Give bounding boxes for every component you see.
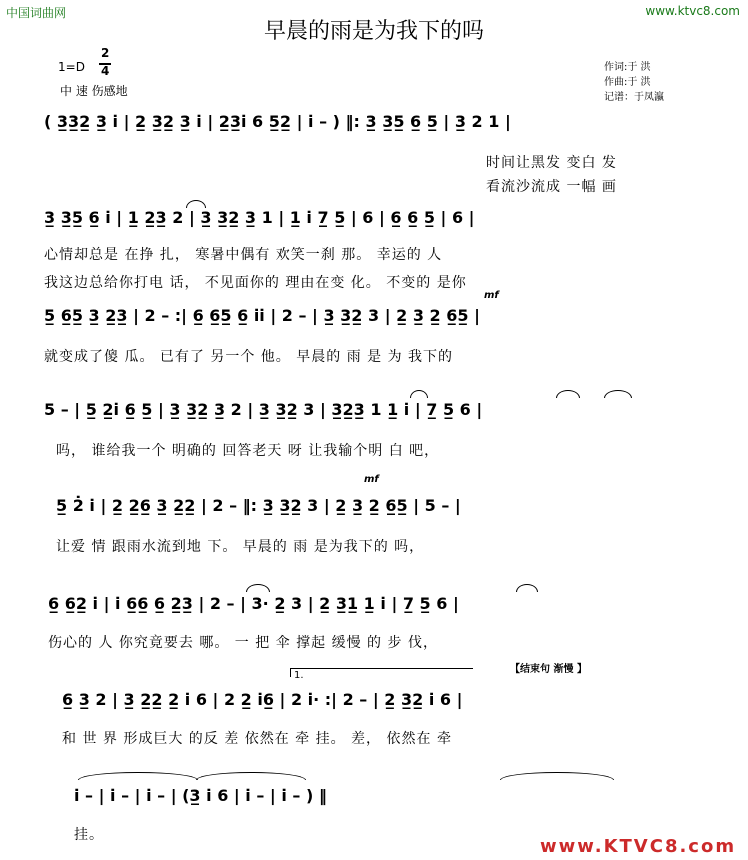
- score-row-5-notes: 5̲ 2̇ i̇ | 2̲ 2̲6̲ 3̲ 2̲2̲ | 2 – ‖: 3̲ 3̲2̲ 3 | 2̲ 3̲ 2̲ 6̲5̲ | 5 – |: [56, 496, 461, 515]
- row-4-tie-3: [604, 390, 632, 398]
- row-2-lyrics-verse-1: 心情却总是 在挣 扎， 寒暑中偶有 欢笑一刹 那。 幸运的 人: [44, 247, 443, 263]
- row-4-lyrics: 吗， 谁给我一个 明确的 回答老天 呀 让我输个明 白 吧，: [56, 443, 440, 459]
- time-sig-top: 2: [101, 46, 110, 60]
- score-row-2-notes: 3̲ 3̲5̲ 6̲ i̇ | 1̲ 2̲3̲ 2 | 3̲ 3̲2̲ 3̲ 1 | 1̲ i̇ 7̲ 5̲ | 6 | 6̲ 6̲ 5̲ | 6 |: [44, 208, 475, 227]
- score-row-3-notes: 5̲ 6̲5̲ 3̲ 2̲3̲ | 2 – :| 6̲ 6̲5̲ 6̲ i̇i̇ | 2 – | 3̲ 3̲2̲ 3 | 2̲ 3̲ 2̲ 6̲5̲ |: [44, 306, 480, 325]
- score-row-1-notes: ( 3̲3̲2̲ 3̲ i̇ | 2̲ 3̲2̲ 3̲ i̇ | 2̲3̲i̇ 6 5̲2̲ | i̇ – ) ‖: 3̲ 3̲5̲ 6̲ 5̲ | 3̲ 2 1 |: [44, 112, 511, 131]
- tempo-marking: 中 速 伤感地: [60, 84, 128, 98]
- score-row-6-notes: 6̲ 6̲2̲ i̇ | i̇ 6̲6̲ 6̲ 2̲3̲ | 2 – | 3· 2̲ 3 | 2̲ 3̲1̲ 1̲ i̇ | 7̲ 5̲ 6 |: [48, 594, 459, 613]
- row-4-tie-1: [410, 390, 428, 398]
- dynamic-mf-2: mf: [364, 474, 379, 485]
- row-8-tie-2: [196, 772, 306, 780]
- dynamic-mf-1: mf: [484, 290, 499, 301]
- score-row-4-notes: 5 – | 5̲ 2̲i̇ 6̲ 5̲ | 3̲ 3̲2̲ 3̲ 2 | 3̲ 3̲2̲ 3 | 3̲2̲3̲ 1 1̲ i̇ | 7̲ 5̲ 6 |: [44, 400, 483, 419]
- row-6-lyrics: 伤心的 人 你究竟要去 哪。 一 把 伞 撑起 缓慢 的 步 伐，: [48, 635, 438, 651]
- key-signature: 1=D: [58, 60, 85, 74]
- transcriber-credit: 记谱：于凤瀛: [604, 92, 664, 103]
- row-1-lyrics-verse-1: 时间让黑发 变白 发: [486, 155, 617, 171]
- composer-credit: 作曲:于 洪: [604, 77, 651, 88]
- score-row-7-notes: 6̲ 3̲ 2 | 3̲ 2̲2̲ 2̲ i̇ 6 | 2 2̲ i̇6̲ | 2 i̇· :| 2 – | 2̲ 3̲2̲ i̇ 6 |: [62, 690, 463, 709]
- row-2-tie: [186, 200, 206, 208]
- row-8-lyrics: 挂。: [74, 827, 104, 843]
- volta-1-label: 1.: [294, 670, 304, 681]
- row-7-lyrics: 和 世 界 形成巨大 的反 差 依然在 牵 挂。 差， 依然在 牵: [62, 731, 452, 747]
- row-4-tie-2: [556, 390, 580, 398]
- row-8-tie-3: [500, 772, 614, 780]
- score-row-8-notes: i̇ – | i̇ – | i̇ – | (3̲ i̇ 6 | i̇ – | i̇ – ) ‖: [74, 786, 327, 805]
- url-watermark: www.ktvc8.com: [645, 4, 740, 18]
- row-6-tie-1: [246, 584, 270, 592]
- row-8-tie-1: [78, 772, 198, 780]
- lyricist-credit: 作词:于 洪: [604, 62, 651, 73]
- row-1-lyrics-verse-2: 看流沙流成 一幅 画: [486, 179, 617, 195]
- bottom-watermark: www.KTVC8.com: [540, 836, 737, 857]
- ending-annotation: 【结束句 渐慢 】: [510, 664, 587, 675]
- row-3-lyrics: 就变成了傻 瓜。 已有了 另一个 他。 早晨的 雨 是 为 我下的: [44, 349, 454, 365]
- row-2-lyrics-verse-2: 我这边总给你打电 话， 不见面你的 理由在变 化。 不变的 是你: [44, 275, 467, 291]
- time-sig-bottom: 4: [101, 64, 110, 78]
- song-title: 早晨的雨是为我下的吗: [263, 19, 484, 44]
- volta-bracket-1: [290, 668, 473, 677]
- site-watermark: 中国词曲网: [6, 6, 67, 20]
- row-6-tie-2: [516, 584, 538, 592]
- row-5-lyrics: 让爱 情 跟雨水流到地 下。 早晨的 雨 是为我下的 吗，: [56, 539, 425, 555]
